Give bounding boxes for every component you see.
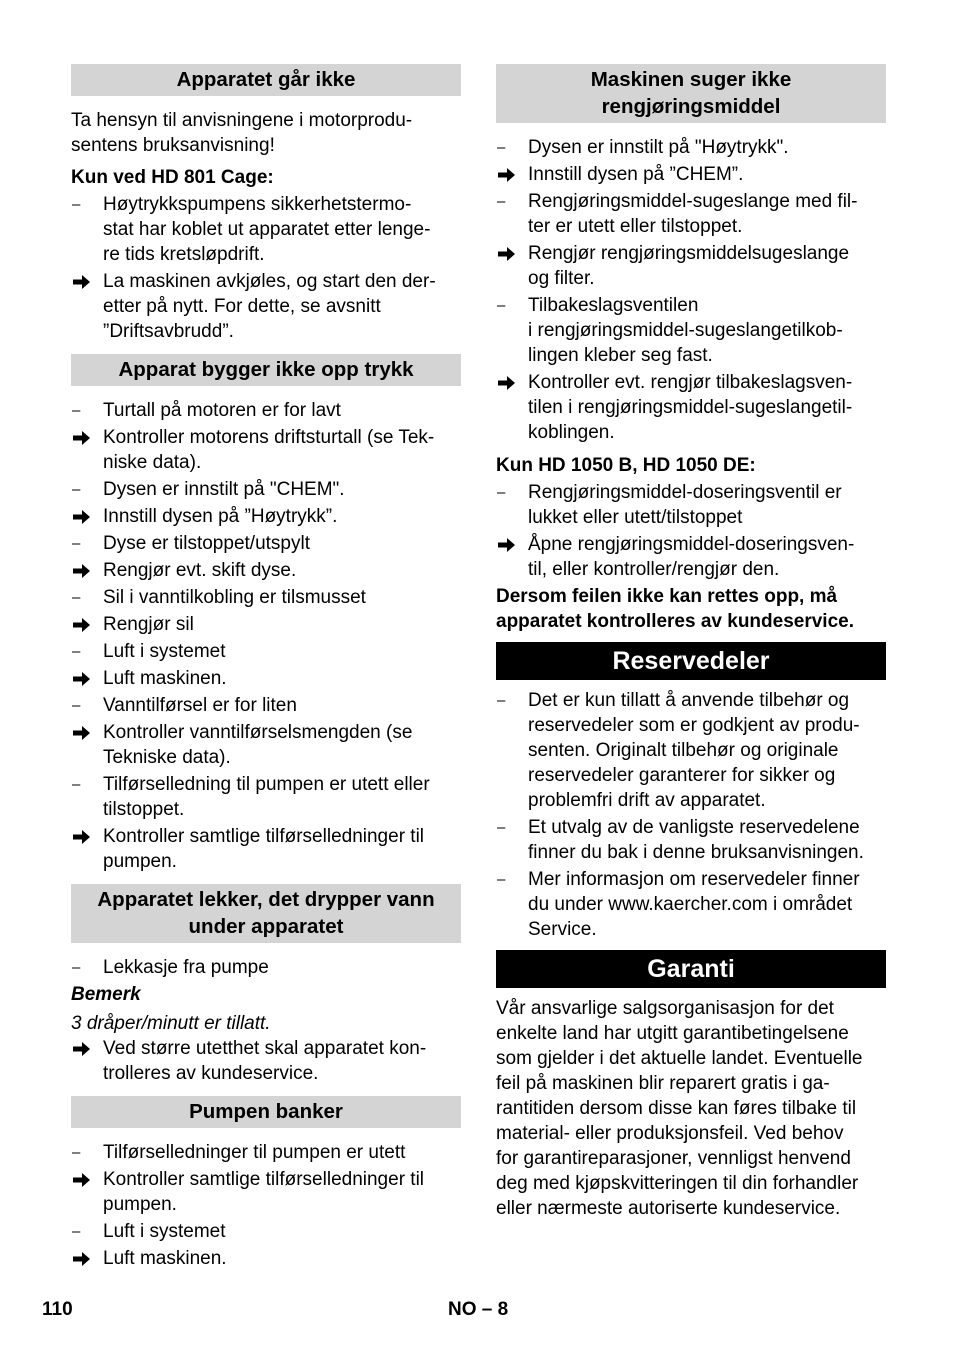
bold-subheading: Kun HD 1050 B, HD 1050 DE: — [496, 455, 756, 476]
text-line: niske data). — [103, 452, 202, 473]
action-list-item — [496, 241, 886, 291]
text-line: ”Driftsavbrudd”. — [103, 321, 234, 342]
text-line: Ta hensyn til anvisningene i motorprodu- — [71, 110, 413, 131]
list-item-text — [103, 558, 461, 583]
text-line: Mer informasjon om reservedeler finner — [528, 869, 860, 890]
page-number: 110 — [42, 1299, 73, 1320]
dash-bullet-icon: – — [72, 481, 81, 498]
dash-list-item — [496, 867, 886, 942]
dash-list-item — [496, 815, 886, 865]
list-item-text — [103, 772, 461, 822]
list-item-text — [103, 720, 461, 770]
text-line: reservedeler som er godkjent av produ- — [528, 715, 860, 736]
dash-list-item — [71, 772, 461, 822]
action-list-item — [71, 425, 461, 475]
list-item-text — [528, 293, 886, 368]
text-line: Vanntilførsel er for liten — [103, 695, 297, 716]
text-line: Tilførselledning til pumpen er utett eller — [103, 774, 430, 795]
text-line: rengjøringsmiddel — [601, 95, 781, 118]
dash-list-item — [71, 955, 461, 980]
text-line: Høytrykkspumpens sikkerhetstermo- — [103, 194, 412, 215]
dash-bullet-icon: – — [72, 589, 81, 606]
dash-bullet-icon: – — [72, 1144, 81, 1161]
list-item-text — [103, 504, 461, 529]
dash-bullet-icon: – — [72, 959, 81, 976]
right-column — [496, 64, 886, 1221]
note-text: 3 dråper/minutt er tillatt. — [71, 1013, 271, 1034]
list-item-text — [103, 1036, 461, 1086]
text-line: eller nærmeste autoriserte kundeservice. — [496, 1198, 841, 1219]
text-line: Tilbakeslagsventilen — [528, 295, 699, 316]
dash-list-item — [496, 688, 886, 813]
dash-list-item — [71, 398, 461, 423]
text-line: tilstoppet. — [103, 799, 185, 820]
text-line: problemfri drift av apparatet. — [528, 790, 766, 811]
text-line: Luft maskinen. — [103, 668, 227, 689]
text-line: du under www.kaercher.com i området — [528, 894, 853, 915]
dash-bullet-icon: – — [72, 402, 81, 419]
text-line: trolleres av kundeservice. — [103, 1063, 319, 1084]
text-line: som gjelder i det aktuelle landet. Eventuelle — [496, 1048, 863, 1069]
text-line: Kontroller samtlige tilførselledninger til — [103, 826, 425, 847]
text-line: Det er kun tillatt å anvende tilbehør og — [528, 690, 850, 711]
text-line: Luft i systemet — [103, 1221, 226, 1242]
text-line: Dysen er innstilt på "CHEM". — [103, 479, 345, 500]
dash-list-item — [71, 639, 461, 664]
text-line: Luft maskinen. — [103, 1248, 227, 1269]
list-item-text — [103, 425, 461, 475]
text-line: for garantireparasjoner, vennligst henvend — [496, 1148, 851, 1169]
text-line: under apparatet — [188, 915, 344, 938]
list-item-text — [103, 693, 461, 718]
text-line: etter på nytt. For dette, se avsnitt — [103, 296, 381, 317]
dash-list-item — [71, 585, 461, 610]
text-line: Et utvalg av de vanligste reservedelene — [528, 817, 860, 838]
action-list-item — [71, 1036, 461, 1086]
text-line: og filter. — [528, 268, 595, 289]
text-line: Kontroller samtlige tilførselledninger til — [103, 1169, 425, 1190]
text-line: Dysen er innstilt på "Høytrykk". — [528, 137, 789, 158]
paragraph — [71, 108, 461, 158]
bold-note — [496, 584, 886, 634]
list-item-text — [103, 666, 461, 691]
text-line: Åpne rengjøringsmiddel-doseringsven- — [528, 534, 855, 555]
action-list-item — [71, 612, 461, 637]
text-line: lingen kleber seg fast. — [528, 345, 713, 366]
text-line: enkelte land har utgitt garantibetingelsene — [496, 1023, 849, 1044]
text-line: Luft i systemet — [103, 641, 226, 662]
dash-bullet-icon: – — [72, 535, 81, 552]
list-item-text — [103, 531, 461, 556]
bold-subheading: Kun ved HD 801 Cage: — [71, 167, 274, 188]
list-item-text — [528, 162, 886, 187]
action-list-item — [71, 558, 461, 583]
text-line: reservedeler garanterer for sikker og — [528, 765, 836, 786]
major-heading: Garanti — [496, 950, 886, 988]
text-line: Innstill dysen på ”Høytrykk”. — [103, 506, 338, 527]
text-line: Lekkasje fra pumpe — [103, 957, 269, 978]
text-line: Tekniske data). — [103, 747, 231, 768]
text-line: senten. Originalt tilbehør og originale — [528, 740, 839, 761]
dash-list-item — [496, 189, 886, 239]
text-line: Service. — [528, 919, 597, 940]
text-line: Ved større utetthet skal apparatet kon- — [103, 1038, 427, 1059]
text-line: re tids kretsløpdrift. — [103, 244, 265, 265]
text-line: Tilførselledninger til pumpen er utett — [103, 1142, 406, 1163]
list-item-text — [103, 639, 461, 664]
list-item-text — [103, 612, 461, 637]
list-item-text — [528, 688, 886, 813]
list-item-text — [103, 1167, 461, 1217]
list-item-text — [103, 192, 461, 267]
section-heading: Apparat bygger ikke opp trykk — [71, 354, 461, 386]
text-line: Kontroller motorens driftsturtall (se Tek- — [103, 427, 435, 448]
text-line: Rengjør sil — [103, 614, 194, 635]
text-line: i rengjøringsmiddel-sugeslangetilkob- — [528, 320, 843, 341]
section-heading: Apparatet går ikke — [71, 64, 461, 96]
text-line: Vår ansvarlige salgsorganisasjon for det — [496, 998, 834, 1019]
dash-list-item — [71, 1219, 461, 1244]
list-item-text — [528, 480, 886, 530]
dash-bullet-icon: – — [72, 1223, 81, 1240]
list-item-text — [103, 269, 461, 344]
text-line: Apparatet lekker, det drypper vann — [97, 888, 435, 911]
list-item-text — [103, 585, 461, 610]
text-line: pumpen. — [103, 1194, 177, 1215]
text-line: stat har koblet ut apparatet etter lenge- — [103, 219, 431, 240]
text-line: Rengjør rengjøringsmiddelsugeslange — [528, 243, 850, 264]
text-line: koblingen. — [528, 422, 615, 443]
dash-bullet-icon: – — [497, 297, 506, 314]
dash-bullet-icon: – — [72, 776, 81, 793]
text-line: Turtall på motoren er for lavt — [103, 400, 341, 421]
text-line: rantitiden dersom disse kan føres tilbake til — [496, 1098, 857, 1119]
text-line: Maskinen suger ikke — [590, 68, 792, 91]
dash-bullet-icon: – — [497, 871, 506, 888]
dash-bullet-icon: – — [72, 697, 81, 714]
text-line: tilen i rengjøringsmiddel-sugeslangetil- — [528, 397, 853, 418]
list-item-text — [528, 370, 886, 445]
dash-list-item — [71, 1140, 461, 1165]
text-line: Innstill dysen på ”CHEM”. — [528, 164, 744, 185]
dash-list-item — [71, 477, 461, 502]
left-column — [71, 64, 461, 1273]
list-item-text — [103, 1246, 461, 1271]
text-line: sentens bruksanvisning! — [71, 135, 275, 156]
action-list-item — [496, 162, 886, 187]
dash-list-item — [496, 135, 886, 160]
action-list-item — [71, 504, 461, 529]
list-item-text — [528, 815, 886, 865]
dash-bullet-icon: – — [72, 196, 81, 213]
action-list-item — [71, 824, 461, 874]
dash-list-item — [71, 192, 461, 267]
dash-bullet-icon: – — [497, 484, 506, 501]
text-line: deg med kjøpskvitteringen til din forhandler — [496, 1173, 859, 1194]
action-list-item — [71, 720, 461, 770]
dash-bullet-icon: – — [497, 692, 506, 709]
dash-list-item — [71, 693, 461, 718]
text-line: Dersom feilen ikke kan rettes opp, må — [496, 586, 838, 607]
action-list-item — [71, 269, 461, 344]
text-line: La maskinen avkjøles, og start den der- — [103, 271, 436, 292]
list-item-text — [528, 241, 886, 291]
dash-bullet-icon: – — [72, 643, 81, 660]
dash-bullet-icon: – — [497, 193, 506, 210]
text-line: finner du bak i denne bruksanvisningen. — [528, 842, 864, 863]
text-line: Rengjøringsmiddel-doseringsventil er — [528, 482, 842, 503]
list-item-text — [103, 398, 461, 423]
major-heading: Reservedeler — [496, 642, 886, 680]
text-line: pumpen. — [103, 851, 177, 872]
dash-list-item — [496, 480, 886, 530]
list-item-text — [528, 189, 886, 239]
text-line: Sil i vanntilkobling er tilsmusset — [103, 587, 366, 608]
section-heading — [496, 64, 886, 123]
text-line: til, eller kontroller/rengjør den. — [528, 559, 780, 580]
text-line: feil på maskinen blir reparert gratis i ga- — [496, 1073, 830, 1094]
action-list-item — [71, 666, 461, 691]
action-list-item — [71, 1246, 461, 1271]
action-list-item — [496, 370, 886, 445]
text-line: Kontroller evt. rengjør tilbakeslagsven- — [528, 372, 853, 393]
list-item-text — [103, 824, 461, 874]
action-list-item — [71, 1167, 461, 1217]
list-item-text — [103, 477, 461, 502]
dash-list-item — [71, 531, 461, 556]
list-item-text — [103, 1140, 461, 1165]
list-item-text — [528, 867, 886, 942]
text-line: ter er utett eller tilstoppet. — [528, 216, 743, 237]
text-line: lukket eller utett/tilstoppet — [528, 507, 743, 528]
dash-bullet-icon: – — [497, 819, 506, 836]
note-heading: Bemerk — [71, 984, 141, 1005]
text-line: Kontroller vanntilførselsmengden (se — [103, 722, 413, 743]
dash-bullet-icon: – — [497, 139, 506, 156]
action-list-item — [496, 532, 886, 582]
text-line: material- eller produksjonsfeil. Ved behov — [496, 1123, 844, 1144]
text-line: Rengjøringsmiddel-sugeslange med fil- — [528, 191, 858, 212]
list-item-text — [103, 1219, 461, 1244]
section-heading: Pumpen banker — [71, 1096, 461, 1128]
footer-label: NO – 8 — [448, 1299, 509, 1320]
dash-list-item — [496, 293, 886, 368]
section-heading — [71, 884, 461, 943]
list-item-text — [528, 135, 886, 160]
text-line: apparatet kontrolleres av kundeservice. — [496, 611, 854, 632]
text-line: Dyse er tilstoppet/utspylt — [103, 533, 310, 554]
list-item-text — [528, 532, 886, 582]
text-line: Rengjør evt. skift dyse. — [103, 560, 297, 581]
list-item-text — [103, 955, 461, 980]
paragraph — [496, 996, 886, 1221]
